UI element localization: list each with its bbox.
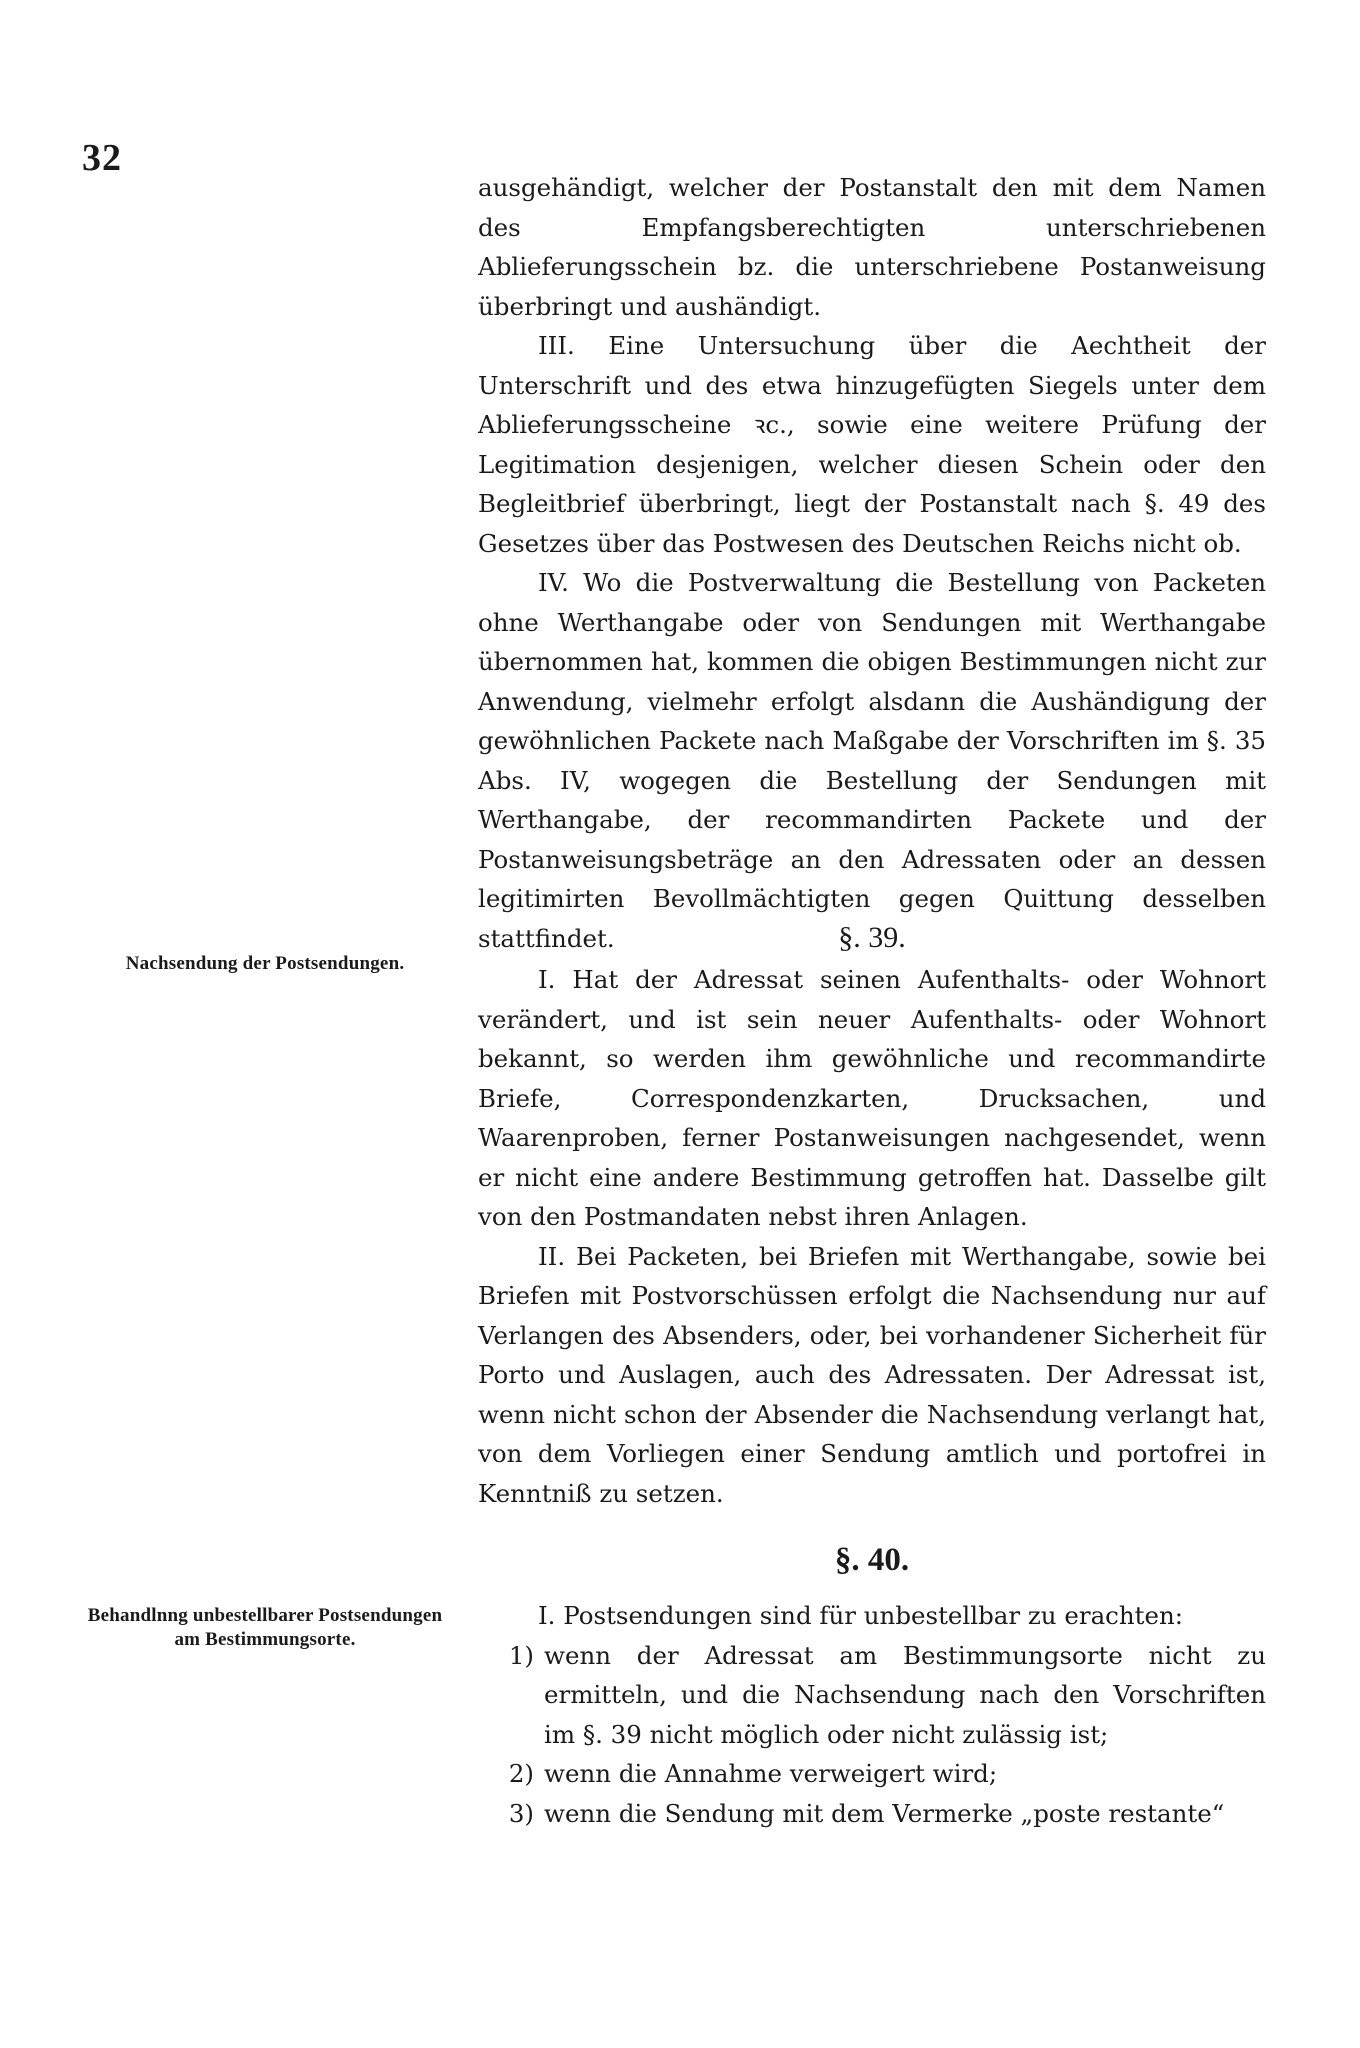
list-item xyxy=(478,1794,1266,1834)
list-item xyxy=(478,1636,1266,1755)
list-item xyxy=(478,1754,1266,1794)
list-number: 3) xyxy=(508,1798,534,1828)
margin-note-unbestellbar xyxy=(42,1604,488,1652)
paragraph-III: III. Eine Untersuchung über die Aechtheit der Unterschrift und des etwa hinzugefügten Siegels unter dem Ablieferungsscheine ꝛc., sowie eine weitere Prüfung der Legitimation desjenigen, welcher diesen Schein oder den Begleitbrief überbringt, liegt der Postanstalt nach §. 49 des Gesetzes über das Postwesen des Deutschen Reichs nicht ob. xyxy=(478,331,1266,558)
margin-note-line: am Bestimmungsorte. xyxy=(174,1629,356,1650)
margin-note-line: Behandlnng unbestellbarer Postsendungen xyxy=(87,1605,443,1626)
section-40-text xyxy=(478,1596,1266,1833)
list-number: 1) xyxy=(508,1640,534,1670)
list-number: 2) xyxy=(508,1759,534,1788)
continuation-text xyxy=(478,168,1266,958)
page-number: 32 xyxy=(82,137,122,179)
list-text: wenn die Annahme verweigert wird; xyxy=(544,1759,998,1788)
section-40-heading: §. 40. xyxy=(834,1542,910,1578)
section-39-text xyxy=(478,960,1266,1513)
paragraph: ausgehändigt, welcher der Postanstalt den mit dem Namen des Empfangsberechtigten unterschriebenen Ablieferungsschein bz. die unterschriebene Postanweisung überbringt und aushändigt. xyxy=(478,173,1266,321)
paragraph-IV: IV. Wo die Postverwaltung die Bestellung von Packeten ohne Werthangabe oder von Sendungen mit Werthangabe übernommen hat, kommen die obigen Bestimmungen nicht zur Anwendung, vielmehr erfolgt alsdann die Aushändigung der gewöhnlichen Packete nach Maßgabe der Vorschriften im §. 35 Abs. IV, wogegen die Bestellung der Sendungen mit Werthangabe, der recommandirten Packete und der Postanweisungsbeträge an den Adressaten oder an dessen legitimirten Bevollmächtigten gegen Quittung desselben stattfindet. xyxy=(478,568,1266,953)
list-text: wenn der Adressat am Bestimmungsorte nicht zu ermitteln, und die Nachsendung nach den Vorschriften im §. 39 nicht möglich oder nicht zulässig ist; xyxy=(544,1640,1266,1749)
section-39-heading: §. 39. xyxy=(838,921,906,954)
margin-note-nachsendung: Nachsendung der Postsendungen. xyxy=(125,953,405,974)
list-text: wenn die Sendung mit dem Vermerke „poste restante“ xyxy=(544,1798,1225,1828)
paragraph-39-I: I. Hat der Adressat seinen Aufenthalts- oder Wohnort verändert, und ist sein neuer Aufenthalts- oder Wohnort bekannt, so werden ihm gewöhnliche und recommandirte Briefe, Correspondenzkarten, Drucksachen, und Waarenproben, ferner Postanweisungen nachgesendet, wenn er nicht eine andere Bestimmung getroffen hat. Dasselbe gilt von den Postmandaten nebst ihren Anlagen. xyxy=(478,965,1266,1231)
paragraph-40-I: I. Postsendungen sind für unbestellbar zu erachten: xyxy=(538,1601,1184,1630)
paragraph-39-II: II. Bei Packeten, bei Briefen mit Werthangabe, sowie bei Briefen mit Postvorschüssen erfolgt die Nachsendung nur auf Verlangen des Absenders, oder, bei vorhandener Sicherheit für Porto und Auslagen, auch des Adressaten. Der Adressat ist, wenn nicht schon der Absender die Nachsendung verlangt hat, von dem Vorliegen einer Sendung amtlich und portofrei in Kenntniß zu setzen. xyxy=(478,1241,1266,1508)
